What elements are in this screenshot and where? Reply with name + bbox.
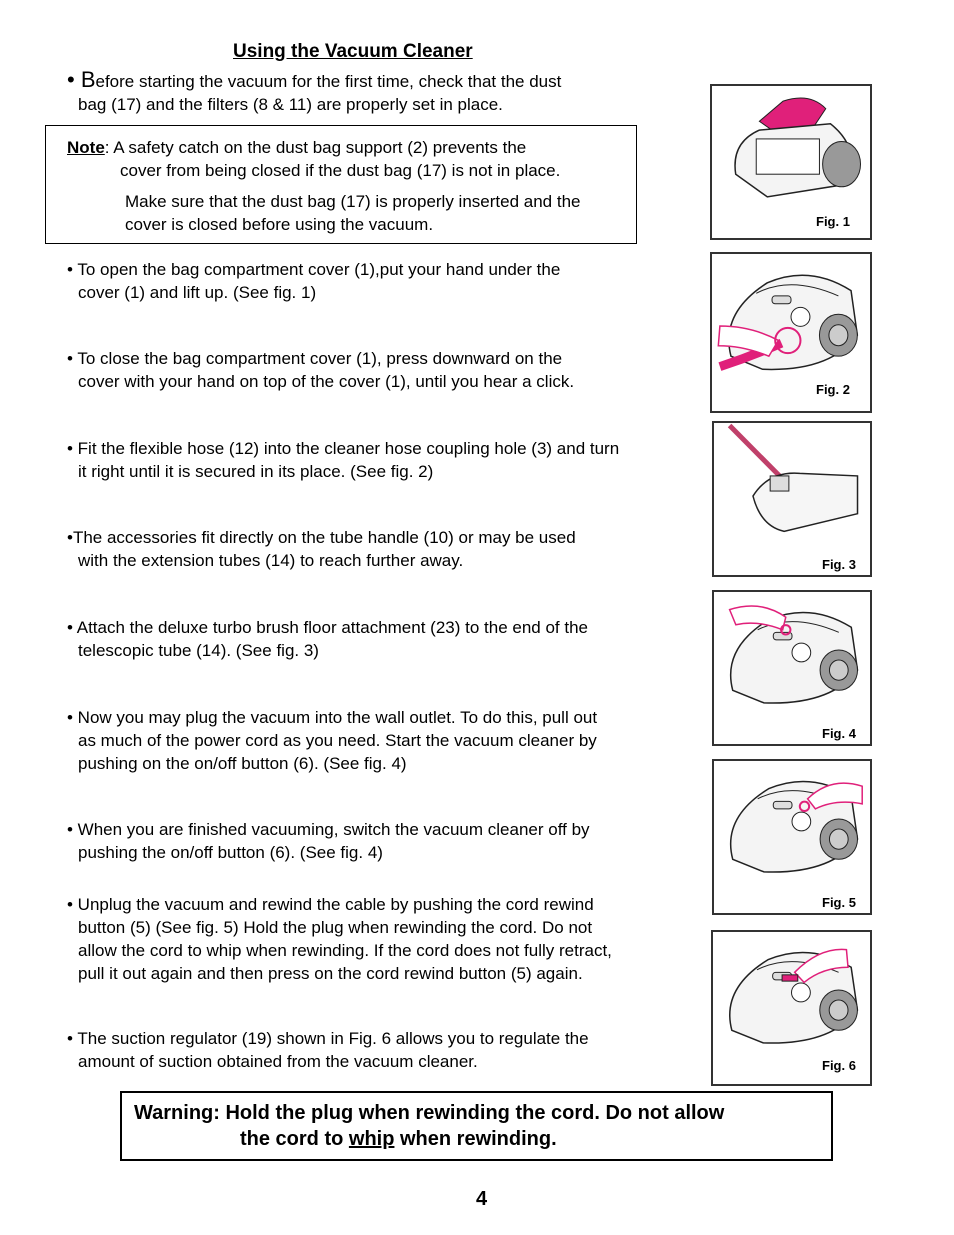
vacuum-dial bbox=[791, 307, 810, 326]
figure-1 bbox=[710, 84, 872, 240]
instruction-paragraph bbox=[67, 818, 590, 864]
instruction-line: • When you are finished vacuuming, switch the vacuum cleaner off by bbox=[67, 820, 590, 839]
warning-underlined-word: whip bbox=[348, 1128, 395, 1150]
intro-line-2: bag (17) and the filters (8 & 11) are properly set in place. bbox=[78, 95, 503, 114]
instruction-line: amount of suction obtained from the vacuum cleaner. bbox=[78, 1052, 478, 1071]
instruction-line: • Attach the deluxe turbo brush floor attachment (23) to the end of the bbox=[67, 618, 588, 637]
brush-connector bbox=[770, 476, 789, 491]
warning-line-2-pre: the cord to bbox=[240, 1128, 349, 1150]
vacuum-button bbox=[772, 296, 791, 304]
instruction-paragraph bbox=[67, 437, 619, 483]
vacuum-dial bbox=[792, 983, 811, 1002]
figure-label: Fig. 5 bbox=[822, 895, 856, 910]
instruction-line: • Now you may plug the vacuum into the wall outlet. To do this, pull out bbox=[67, 708, 598, 727]
instruction-paragraph bbox=[67, 616, 588, 662]
warning-box bbox=[120, 1091, 833, 1161]
instruction-line: allow the cord to whip when rewinding. If the cord does not fully retract, bbox=[78, 941, 612, 960]
note-line-1-text: : A safety catch on the dust bag support (2) prevents the bbox=[104, 138, 527, 157]
instruction-line: • Fit the flexible hose (12) into the cleaner hose coupling hole (3) and turn bbox=[67, 439, 620, 458]
instruction-line: as much of the power cord as you need. Start the vacuum cleaner by bbox=[78, 731, 597, 750]
vacuum-wheel-hub bbox=[829, 1000, 848, 1020]
turbo-brush bbox=[753, 473, 858, 531]
note-line-2: cover from being closed if the dust bag (17) is not in place. bbox=[120, 161, 561, 180]
instruction-line: • The suction regulator (19) shown in Fig. 6 allows you to regulate the bbox=[67, 1029, 589, 1048]
vacuum-dial bbox=[792, 812, 811, 831]
figure-2 bbox=[710, 252, 872, 413]
note-box bbox=[45, 125, 637, 244]
intro-paragraph bbox=[67, 68, 561, 116]
figure-label: Fig. 6 bbox=[822, 1058, 856, 1073]
figure-label: Fig. 4 bbox=[822, 726, 856, 741]
warning-line-2 bbox=[240, 1128, 557, 1151]
instruction-line: • To open the bag compartment cover (1),put your hand under the bbox=[67, 260, 561, 279]
instruction-line: pushing the on/off button (6). (See fig. 4) bbox=[78, 843, 383, 862]
instruction-paragraph bbox=[67, 347, 574, 393]
vacuum-wheel bbox=[823, 141, 861, 186]
bag-compartment bbox=[756, 139, 819, 174]
page-number: 4 bbox=[476, 1188, 488, 1210]
instruction-line: telescopic tube (14). (See fig. 3) bbox=[78, 641, 319, 660]
instruction-line: cover with your hand on top of the cover (1), until you hear a click. bbox=[78, 372, 575, 391]
intro-line-1-text: efore starting the vacuum for the first time, check that the dust bbox=[95, 72, 562, 91]
figure-illustration bbox=[712, 86, 870, 212]
instruction-line: • To close the bag compartment cover (1), press downward on the bbox=[67, 349, 563, 368]
instruction-line: pushing on the on/off button (6). (See fig. 4) bbox=[78, 754, 407, 773]
figure-6 bbox=[711, 930, 872, 1086]
figure-illustration bbox=[714, 592, 870, 718]
instruction-line: button (5) (See fig. 5) Hold the plug when rewinding the cord. Do not bbox=[78, 918, 593, 937]
vacuum-wheel-hub bbox=[829, 325, 848, 346]
warning-line-2-post: when rewinding. bbox=[394, 1128, 557, 1150]
figure-label: Fig. 3 bbox=[822, 557, 856, 572]
vacuum-wheel-hub bbox=[829, 829, 848, 849]
vacuum-button bbox=[773, 801, 792, 809]
instruction-paragraph bbox=[67, 258, 560, 304]
instruction-line: it right until it is secured in its place. (See fig. 2) bbox=[78, 462, 434, 481]
instruction-line: cover (1) and lift up. (See fig. 1) bbox=[78, 283, 317, 302]
instruction-line: with the extension tubes (14) to reach further away. bbox=[78, 551, 464, 570]
note-line-4: cover is closed before using the vacuum. bbox=[125, 215, 434, 234]
figure-label: Fig. 1 bbox=[816, 214, 850, 229]
page-title: Using the Vacuum Cleaner bbox=[233, 41, 473, 62]
figure-5 bbox=[712, 759, 872, 915]
instruction-line: •The accessories fit directly on the tube handle (10) or may be used bbox=[67, 528, 576, 547]
figure-3 bbox=[712, 421, 872, 577]
instruction-paragraph bbox=[67, 526, 576, 572]
telescopic-tube bbox=[730, 426, 780, 476]
instruction-paragraph bbox=[67, 893, 612, 985]
instruction-paragraph bbox=[67, 706, 597, 775]
vacuum-wheel-hub bbox=[829, 660, 848, 680]
figure-illustration bbox=[712, 254, 870, 385]
figure-illustration bbox=[714, 423, 870, 549]
vacuum-dial bbox=[792, 643, 811, 662]
instruction-line: • Unplug the vacuum and rewind the cable by pushing the cord rewind bbox=[67, 895, 594, 914]
note-line-3: Make sure that the dust bag (17) is properly inserted and the bbox=[125, 192, 581, 211]
figure-illustration bbox=[714, 761, 870, 887]
figure-label: Fig. 2 bbox=[816, 382, 850, 397]
note-label: Note bbox=[67, 138, 105, 157]
instruction-line: pull it out again and then press on the cord rewind button (5) again. bbox=[78, 964, 583, 983]
intro-line-1 bbox=[67, 68, 561, 93]
hand bbox=[730, 606, 786, 630]
instruction-paragraph bbox=[67, 1027, 589, 1073]
figure-illustration bbox=[713, 932, 870, 1058]
intro-drop-letter: • B bbox=[67, 67, 96, 92]
note-line-1 bbox=[67, 136, 580, 159]
note-paragraph bbox=[67, 136, 580, 236]
warning-line-1: Warning: Hold the plug when rewinding the cord. Do not allow bbox=[134, 1102, 725, 1124]
suction-regulator bbox=[782, 975, 798, 981]
figure-4 bbox=[712, 590, 872, 746]
